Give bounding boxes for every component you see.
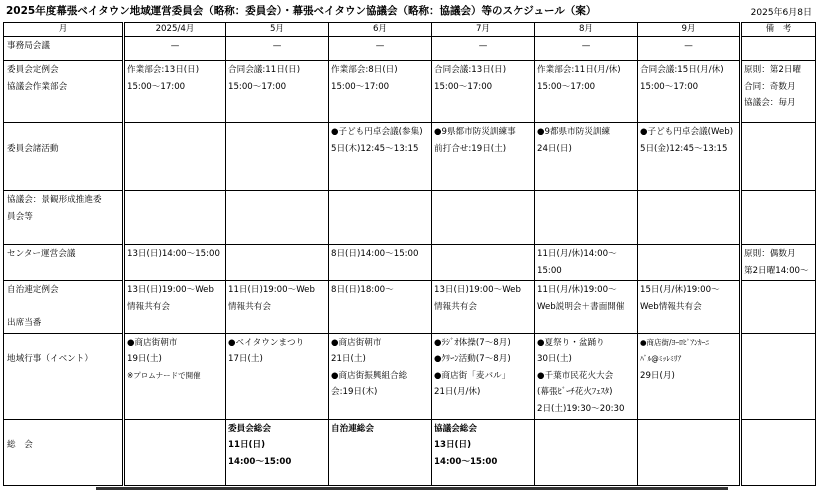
cell-aug (535, 37, 638, 61)
cell-may (226, 37, 329, 61)
cell-text: ﾊﾞﾙ@ﾐｯﾚﾐﾘｱ (640, 354, 682, 363)
row-label-line (7, 335, 120, 352)
cell-text: 前打合せ:19日(土) (434, 143, 507, 154)
header-row (4, 23, 816, 37)
cell-apr (124, 333, 226, 419)
cell-text: — (375, 41, 385, 51)
cell-text: 15:00～17:00 (127, 81, 186, 92)
note-text: 合同：奇数月 (744, 81, 796, 92)
cell-text: 15:00～17:00 (331, 81, 390, 92)
cell-text: Web情報共有会 (640, 301, 702, 312)
cell-text: 14:00～15:00 (434, 456, 498, 467)
cell-apr (124, 123, 226, 191)
row-label-line: 自治連定例会 (7, 285, 59, 295)
row-label-line: 協議会作業部会 (7, 81, 68, 92)
row-label-line: 委員会定例会 (7, 65, 59, 75)
cell-apr (124, 281, 226, 334)
cell-text: 13日(日) (434, 440, 472, 450)
cell-text: 委員会総会 (228, 423, 271, 434)
cell-text: (幕張ﾋﾞｰﾁ花火ﾌｪｽﾀ) (537, 387, 613, 397)
cell-text: 15:00 (537, 265, 562, 276)
cell-text: ●子ども円卓会議(参集) (331, 127, 423, 137)
row-label-line (7, 421, 120, 438)
schedule-body (4, 37, 816, 486)
schedule-row (4, 281, 816, 334)
month-header-sep: 9月 (638, 23, 741, 37)
cell-text: 13日(日)14:00～15:00 (127, 249, 220, 259)
cell-text: 作業部会:8日(日) (331, 65, 398, 75)
document-title: 2025年度幕張ベイタウン地域運営委員会（略称：委員会）・幕張ベイタウン協議会（略称：協議会）等のスケジュール（案） (6, 5, 597, 17)
cell-sep (638, 61, 741, 123)
cell-text: — (684, 41, 693, 51)
cell-text: 15:00～17:00 (640, 81, 699, 92)
note-cell (741, 281, 816, 334)
cell-aug (535, 245, 638, 281)
cell-text: ●商店街朝市 (127, 337, 178, 348)
month-header-jul: 7月 (432, 23, 535, 37)
month-header-jun: 6月 (329, 23, 432, 37)
cell-text: 11日(日) (228, 440, 266, 450)
schedule-row (4, 419, 816, 485)
row-label-line: 員会等 (7, 211, 33, 222)
cell-text: 会:19日(木) (331, 387, 378, 397)
row-label-line: 地域行事（イベント） (7, 354, 93, 364)
document-date: 2025年6月8日 (750, 8, 812, 18)
month-header-apr: 2025/4月 (124, 23, 226, 37)
cell-text: 作業部会:11日(月/休) (537, 65, 621, 75)
row-label (4, 123, 124, 191)
cell-jun (329, 419, 432, 485)
cell-sep (638, 191, 741, 245)
cell-jun (329, 281, 432, 334)
cell-text: 19日(土) (127, 354, 162, 364)
cell-apr (124, 61, 226, 123)
cell-may (226, 123, 329, 191)
cell-apr (124, 245, 226, 281)
cell-text: 11日(日)19:00～Web (228, 285, 315, 295)
row-label-line: 総 会 (7, 440, 33, 450)
cell-jul (432, 333, 535, 419)
cell-text: 30日(土) (537, 354, 572, 364)
cell-sep (638, 245, 741, 281)
cell-text: 13日(日)19:00～Web (127, 285, 214, 295)
note-cell (741, 333, 816, 419)
cell-may (226, 61, 329, 123)
cell-jul (432, 281, 535, 334)
cell-text: 5日(木)12:45～13:15 (331, 143, 419, 154)
month-header-may: 5月 (226, 23, 329, 37)
cell-aug (535, 281, 638, 334)
cell-sep (638, 419, 741, 485)
schedule-row (4, 123, 816, 191)
cell-apr (124, 419, 226, 485)
cell-text: 15:00～17:00 (537, 81, 596, 92)
cell-aug (535, 123, 638, 191)
note-cell (741, 123, 816, 191)
cell-text: 情報共有会 (228, 301, 271, 312)
cell-text: ●千葉市民花火大会 (537, 370, 614, 381)
cell-text: ●ベイタウンまつり (228, 337, 305, 348)
cell-text: 14:00～15:00 (228, 456, 292, 467)
cell-may (226, 281, 329, 334)
cell-text: ●ﾗｼﾞｵ体操(7～8月) (434, 337, 511, 348)
row-label-line: センター運営会議 (7, 249, 76, 259)
note-header: 備 考 (741, 23, 816, 37)
schedule-table (3, 22, 816, 486)
row-label (4, 245, 124, 281)
cell-text: 15:00～17:00 (434, 81, 493, 92)
cell-text: ●商店街「麦バル」 (434, 370, 511, 381)
cell-jun (329, 61, 432, 123)
cell-text: ●9県都市防災訓練事 (434, 127, 516, 137)
schedule-row (4, 61, 816, 123)
row-label-line (7, 299, 120, 316)
row-label (4, 419, 124, 485)
cell-may (226, 419, 329, 485)
cell-text: 8日(日)14:00～15:00 (331, 249, 419, 259)
cell-text: ※プロムナードで開催 (127, 370, 201, 380)
cell-apr (124, 191, 226, 245)
note-text: 原則：第2日曜 (744, 65, 802, 75)
cell-jun (329, 245, 432, 281)
cell-text: 17日(土) (228, 354, 263, 364)
cell-text: 5日(金)12:45～13:15 (640, 143, 728, 154)
note-cell (741, 61, 816, 123)
cell-jul (432, 191, 535, 245)
cell-jul (432, 245, 535, 281)
schedule-row (4, 245, 816, 281)
cell-text: 11日(月/休)19:00～ (537, 285, 617, 295)
cell-text: 合同会議:15日(月/休) (640, 65, 724, 75)
cell-text: 協議会総会 (434, 423, 477, 434)
row-label (4, 37, 124, 61)
cell-jun (329, 191, 432, 245)
cell-text: 合同会議:13日(日) (434, 65, 507, 75)
cell-text: 13日(日)19:00～Web (434, 285, 521, 295)
row-label (4, 281, 124, 334)
cell-text: 8日(日)18:00～ (331, 285, 394, 295)
note-text: 第2日曜14:00～ (744, 265, 809, 276)
row-label (4, 333, 124, 419)
note-cell (741, 191, 816, 245)
row-label-line: 協議会：景観形成推進委 (7, 195, 102, 205)
cell-text: — (170, 41, 180, 51)
cell-aug (535, 333, 638, 419)
cell-text: 15:00～17:00 (228, 81, 287, 92)
cell-text: 15日(月/休)19:00～ (640, 285, 720, 295)
cell-text: ●商店街朝市 (331, 337, 382, 348)
month-header-aug: 8月 (535, 23, 638, 37)
cell-text: ●夏祭り・盆踊り (537, 337, 605, 348)
cell-text: 合同会議:11日(日) (228, 65, 301, 75)
note-text: 協議会：毎月 (744, 98, 796, 108)
cell-sep (638, 281, 741, 334)
cell-text: 24日(日) (537, 143, 572, 154)
cell-text: ●9都県市防災訓練 (537, 127, 611, 137)
note-cell (741, 245, 816, 281)
cell-text: ●商店街振興組合総 (331, 370, 408, 381)
row-label-line: 事務局会議 (7, 41, 50, 51)
cell-jul (432, 61, 535, 123)
cell-may (226, 191, 329, 245)
cell-text: — (272, 41, 282, 51)
schedule-row (4, 191, 816, 245)
cell-text: 11日(月/休)14:00～ (537, 249, 617, 259)
cell-apr (124, 37, 226, 61)
cell-text: Web説明会＋書面開催 (537, 301, 625, 312)
cell-text: 21日(土) (331, 354, 366, 364)
cell-text: — (581, 41, 591, 51)
cell-jun (329, 123, 432, 191)
cell-text: 自治連総会 (331, 423, 374, 434)
cell-aug (535, 191, 638, 245)
cell-sep (638, 37, 741, 61)
cell-may (226, 245, 329, 281)
cell-aug (535, 419, 638, 485)
row-label-line: 委員会諸活動 (7, 143, 59, 154)
cell-text: 情報共有会 (434, 301, 477, 312)
cell-text: 21日(月/休) (434, 387, 481, 397)
cell-aug (535, 61, 638, 123)
cell-text: — (478, 41, 488, 51)
row-label (4, 191, 124, 245)
cell-may (226, 333, 329, 419)
cell-text: ●子ども円卓会議(Web) (640, 127, 734, 137)
cell-jun (329, 333, 432, 419)
cell-sep (638, 123, 741, 191)
cell-jul (432, 419, 535, 485)
schedule-row (4, 37, 816, 61)
cell-text: 作業部会:13日(日) (127, 65, 200, 75)
schedule-row (4, 333, 816, 419)
cell-text: 情報共有会 (127, 301, 170, 312)
cell-text: ●商店街/ﾖｰﾛﾋﾟｱﾝｶｰﾆ (640, 337, 710, 347)
cell-jun (329, 37, 432, 61)
cell-jul (432, 37, 535, 61)
note-text: 原則：偶数月 (744, 249, 796, 259)
cell-text: 29日(月) (640, 370, 675, 381)
cell-jul (432, 123, 535, 191)
note-cell (741, 419, 816, 485)
row-label-line: 出席当番 (7, 318, 42, 328)
row-label (4, 61, 124, 123)
cell-sep (638, 333, 741, 419)
row-label-header: 月 (4, 23, 124, 37)
cell-text: 2日(土)19:30～20:30 (537, 403, 625, 414)
note-cell (741, 37, 816, 61)
cell-text: ●ｸﾘｰﾝ活動(7～8月) (434, 354, 511, 364)
row-label-line (7, 124, 120, 141)
